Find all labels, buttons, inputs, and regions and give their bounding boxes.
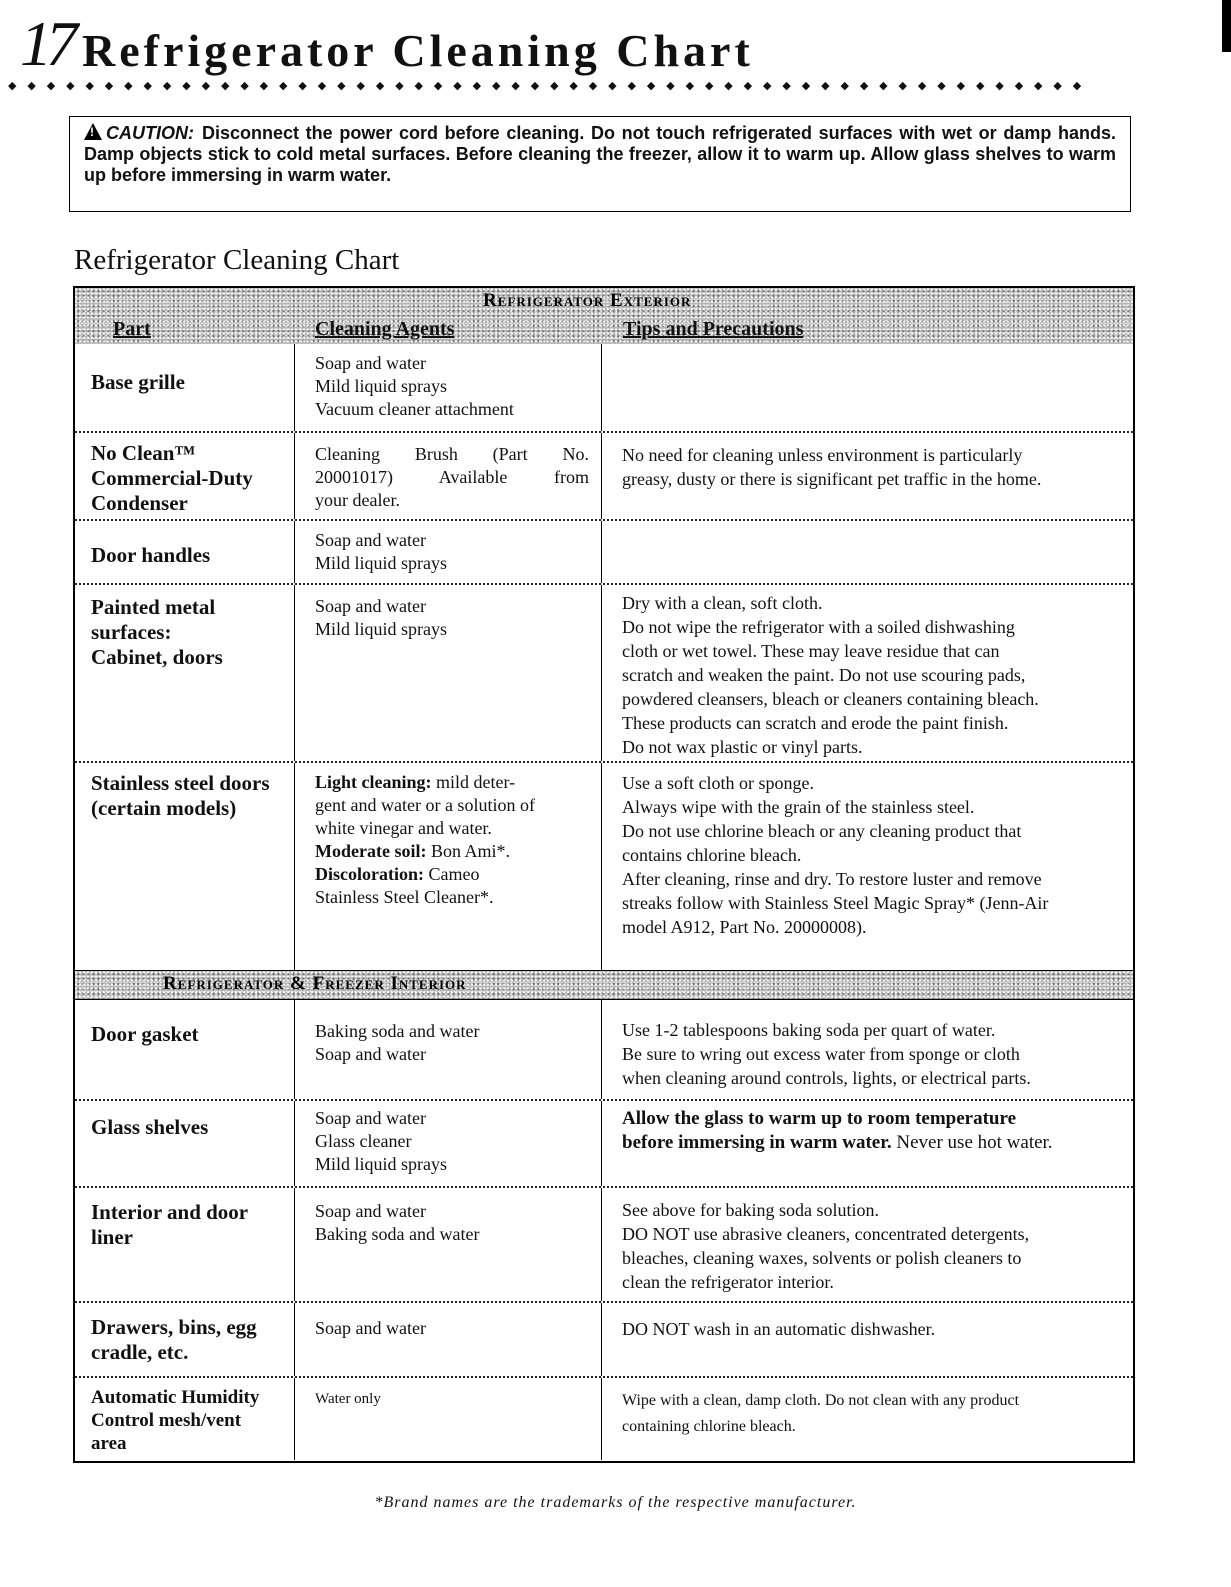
agent-line: Discoloration: Cameo — [315, 864, 480, 884]
agents-cell — [295, 1000, 601, 1099]
tip-line: DO NOT wash in an automatic dishwasher. — [622, 1319, 936, 1339]
part-cell — [75, 1101, 294, 1186]
tip-line: No need for cleaning unless environment is particularly — [622, 445, 1023, 465]
page-number: 17 — [20, 8, 72, 79]
agent-line: 20001017) Available from — [315, 467, 589, 487]
caution-box — [69, 116, 1131, 212]
tip-line: contains chlorine bleach. — [622, 845, 802, 865]
tip-line: Allow the glass to warm up to room temperature — [622, 1108, 1017, 1129]
part-label: Commercial-Duty — [91, 466, 253, 490]
part-cell — [75, 344, 294, 431]
tip-line: Dry with a clean, soft cloth. — [622, 593, 823, 613]
agent-line: Glass cleaner — [315, 1131, 412, 1151]
agents-cell — [295, 1188, 601, 1301]
tips-cell — [602, 344, 1132, 431]
agent-line: Soap and water — [315, 1318, 426, 1338]
agents-cell — [295, 344, 601, 431]
caution-warning-icon — [84, 123, 102, 140]
agent-line: Soap and water — [315, 1108, 426, 1128]
part-label: Door gasket — [91, 1022, 199, 1046]
agent-line: Mild liquid sprays — [315, 1154, 448, 1174]
tip-line: After cleaning, rinse and dry. To restore luster and remove — [622, 869, 1042, 889]
part-cell — [75, 1000, 294, 1099]
part-label: Base grille — [91, 370, 185, 394]
agents-cell — [295, 1303, 601, 1376]
tip-line: clean the refrigerator interior. — [622, 1272, 834, 1292]
tips-cell — [602, 585, 1132, 761]
part-cell — [75, 1188, 294, 1301]
tip-line: Always wipe with the grain of the stainless steel. — [622, 797, 975, 817]
tip-line: powdered cleansers, bleach or cleaners containing bleach. — [622, 689, 1039, 709]
part-label: Control mesh/vent — [91, 1410, 242, 1431]
tip-line: These products can scratch and erode the paint finish. — [622, 713, 1009, 733]
tips-cell — [602, 1188, 1132, 1301]
tip-line: containing chlorine bleach. — [622, 1418, 796, 1435]
part-cell — [75, 521, 294, 583]
tips-cell — [602, 521, 1132, 583]
part-label: surfaces: — [91, 620, 172, 644]
part-label: Condenser — [91, 491, 188, 515]
chart-heading: Refrigerator Cleaning Chart — [74, 244, 400, 276]
part-label: liner — [91, 1225, 133, 1249]
part-label: No Clean™ — [91, 441, 196, 465]
cleaning-chart-table — [73, 286, 1135, 1463]
tip-line: before immersing in warm water. Never use hot water. — [622, 1132, 1053, 1153]
agent-line: Soap and water — [315, 353, 426, 373]
part-cell — [75, 1303, 294, 1376]
exterior-header-band — [75, 288, 1133, 344]
tips-cell — [602, 433, 1132, 519]
part-label: Drawers, bins, egg — [91, 1315, 257, 1339]
corner-tab-mark — [1222, 0, 1231, 52]
table-row — [75, 519, 1133, 583]
agent-line: Moderate soil: Bon Ami*. — [315, 841, 510, 861]
tip-line: Use 1-2 tablespoons baking soda per quart of water. — [622, 1020, 996, 1040]
agent-line: Water only — [315, 1391, 381, 1407]
tips-cell — [602, 1378, 1132, 1460]
tip-line: bleaches, cleaning waxes, solvents or polish cleaners to — [622, 1248, 1022, 1268]
tip-line: Do not wax plastic or vinyl parts. — [622, 737, 863, 757]
part-label: Painted metal — [91, 595, 216, 619]
diamond-divider: ◆◆◆◆◆◆◆◆◆◆◆◆◆◆◆◆◆◆◆◆◆◆◆◆◆◆◆◆◆◆◆◆◆◆◆◆◆◆◆◆◆◆◆◆◆◆◆◆◆◆◆◆◆◆◆◆ — [8, 79, 1093, 92]
agents-cell — [295, 585, 601, 761]
agent-line: Soap and water — [315, 596, 426, 616]
tip-line: Use a soft cloth or sponge. — [622, 773, 814, 793]
agent-line: Cleaning Brush (Part No. — [315, 444, 589, 464]
agent-line: Soap and water — [315, 1044, 426, 1064]
table-row — [75, 583, 1133, 761]
table-row — [75, 1376, 1133, 1460]
agent-line: white vinegar and water. — [315, 818, 492, 838]
part-label: area — [91, 1433, 127, 1454]
table-row — [75, 1000, 1133, 1099]
tip-line: scratch and weaken the paint. Do not use scouring pads, — [622, 665, 1026, 685]
agents-cell — [295, 763, 601, 970]
part-label: (certain models) — [91, 796, 237, 820]
agent-line: Baking soda and water — [315, 1021, 480, 1041]
agent-line: Light cleaning: mild deter- — [315, 772, 516, 792]
agent-line: Soap and water — [315, 1201, 426, 1221]
agents-cell — [295, 1101, 601, 1186]
page-title: Refrigerator Cleaning Chart — [82, 25, 754, 76]
agent-line: Stainless Steel Cleaner*. — [315, 887, 494, 907]
tips-cell — [602, 1000, 1132, 1099]
agent-line: Vacuum cleaner attachment — [315, 399, 514, 419]
agents-cell — [295, 521, 601, 583]
agent-line: gent and water or a solution of — [315, 795, 535, 815]
part-label: Stainless steel doors — [91, 771, 270, 795]
table-row — [75, 431, 1133, 519]
agent-line: Soap and water — [315, 530, 426, 550]
part-label: Door handles — [91, 543, 211, 567]
trademark-footnote: *Brand names are the trademarks of the respective manufacturer. — [374, 1494, 857, 1511]
part-cell — [75, 763, 294, 970]
part-label: Interior and door — [91, 1200, 249, 1224]
agents-cell — [295, 433, 601, 519]
caution-label: CAUTION: — [106, 123, 194, 143]
part-label: Glass shelves — [91, 1115, 209, 1139]
agent-line: Baking soda and water — [315, 1224, 480, 1244]
agent-line: Mild liquid sprays — [315, 619, 448, 639]
caution-text: Disconnect the power cord before cleaning. Do not touch refrigerated surfaces with wet or damp hands. Damp objects stick to cold metal surfaces. Before cleaning the freezer, allow it to warm up. Allow glass shelves to warm up before immersing in warm water. — [84, 123, 1116, 185]
tip-line: Do not use chlorine bleach or any cleaning product that — [622, 821, 1022, 841]
tip-line: when cleaning around controls, lights, or electrical parts. — [622, 1068, 1031, 1088]
column-header-part: Part — [113, 318, 151, 340]
section-title-exterior: Refrigerator Exterior — [483, 290, 692, 311]
tip-line: model A912, Part No. 20000008). — [622, 917, 867, 937]
part-label: cradle, etc. — [91, 1340, 189, 1364]
section-title-interior: Refrigerator & Freezer Interior — [163, 973, 467, 994]
table-row — [75, 1301, 1133, 1376]
column-header-tips: Tips and Precautions — [623, 318, 804, 340]
part-cell — [75, 433, 294, 519]
tips-cell — [602, 1303, 1132, 1376]
column-header-cleaning-agents: Cleaning Agents — [315, 318, 455, 340]
part-label: Automatic Humidity — [91, 1387, 260, 1408]
table-row — [75, 761, 1133, 970]
agents-cell — [295, 1378, 601, 1460]
table-row — [75, 1099, 1133, 1186]
tip-line: greasy, dusty or there is significant pet traffic in the home. — [622, 469, 1042, 489]
agent-line: your dealer. — [315, 490, 400, 510]
part-cell — [75, 585, 294, 761]
part-label: Cabinet, doors — [91, 645, 223, 669]
tip-line: Be sure to wring out excess water from sponge or cloth — [622, 1044, 1020, 1064]
tip-line: Wipe with a clean, damp cloth. Do not clean with any product — [622, 1392, 1020, 1409]
tip-line: cloth or wet towel. These may leave residue that can — [622, 641, 1000, 661]
agent-line: Mild liquid sprays — [315, 376, 448, 396]
table-row — [75, 1186, 1133, 1301]
tip-line: Do not wipe the refrigerator with a soiled dishwashing — [622, 617, 1015, 637]
tips-cell — [602, 1101, 1132, 1186]
tip-line: DO NOT use abrasive cleaners, concentrated detergents, — [622, 1224, 1030, 1244]
table-row — [75, 344, 1133, 431]
tip-line: streaks follow with Stainless Steel Magic Spray* (Jenn-Air — [622, 893, 1049, 913]
interior-header-band — [75, 970, 1133, 1000]
tips-cell — [602, 763, 1132, 970]
tip-line: See above for baking soda solution. — [622, 1200, 879, 1220]
part-cell — [75, 1378, 294, 1460]
agent-line: Mild liquid sprays — [315, 553, 448, 573]
